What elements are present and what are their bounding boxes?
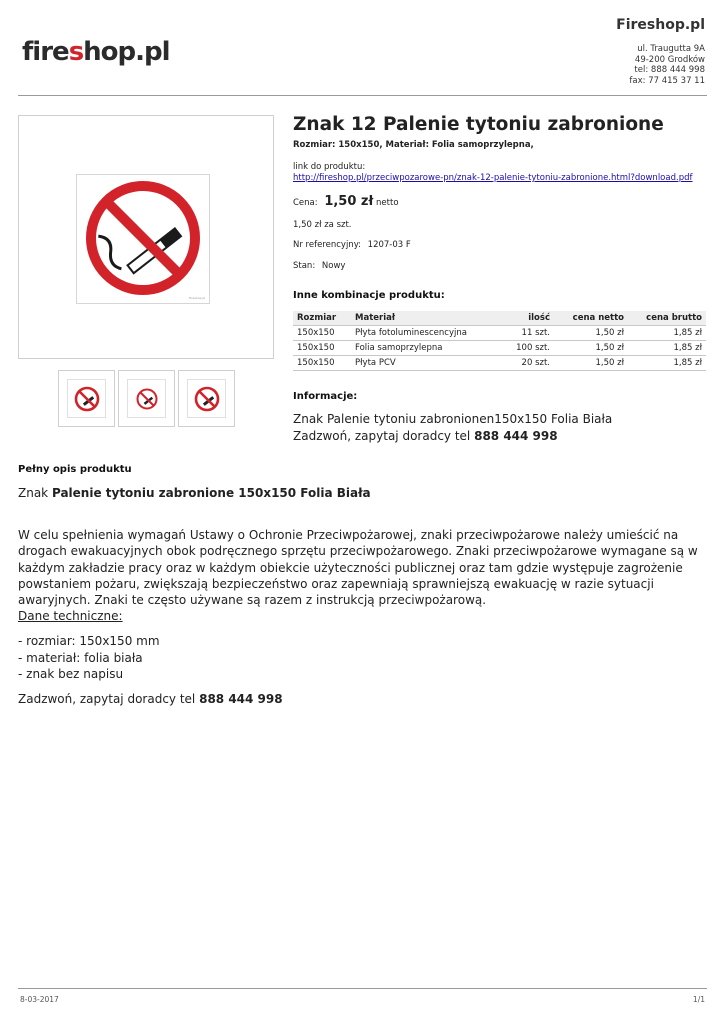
price-label: Cena: xyxy=(293,198,318,208)
no-smoking-thumb-icon xyxy=(135,387,159,411)
table-cell: Folia samoprzylepna xyxy=(351,341,476,356)
column-header: cena netto xyxy=(554,311,628,326)
product-thumbnail-1[interactable] xyxy=(58,370,115,427)
address-fax: fax: 77 415 37 11 xyxy=(629,75,705,86)
table-cell: 20 szt. xyxy=(476,356,554,371)
product-thumbnail-3[interactable] xyxy=(178,370,235,427)
tech-item: - materiał: folia biała xyxy=(18,651,143,665)
column-header: ilość xyxy=(476,311,554,326)
info-call-text: Zadzwoń, zapytaj doradcy tel xyxy=(293,429,471,443)
table-cell: 150x150 xyxy=(293,356,351,371)
footer-date: 8-03-2017 xyxy=(20,995,59,1004)
table-cell: Płyta fotoluminescencyjna xyxy=(351,326,476,341)
state-value: Nowy xyxy=(321,261,346,271)
footer-divider xyxy=(18,988,707,989)
no-smoking-sign xyxy=(76,174,210,304)
call-text: Zadzwoń, zapytaj doradcy tel xyxy=(18,692,196,706)
column-header: cena brutto xyxy=(628,311,706,326)
address-city: 49-200 Grodków xyxy=(634,54,705,65)
combinations-table xyxy=(293,311,706,371)
price-suffix: netto xyxy=(376,198,399,208)
full-description-heading: Pełny opis produktu xyxy=(18,464,132,475)
tech-data-heading: Dane techniczne: xyxy=(18,609,123,623)
description-paragraph: W celu spełnienia wymagań Ustawy o Ochronie Przeciwpożarowej, znaki przeciwpożarowe należy umieścić na drogach ewakuacyjnych obok podręcznego sprzętu przeciwpożarowego. Znaki przeciwpożarowe wymagane są w każdym zakładzie pracy oraz w każdym obiekcie użyteczności publicznej oraz tam gdzie występuje zagrożenie powstaniem pożaru, zwiększają bezpieczeństwo oraz zapewniają sprawniejszą ewakuację w razie sytuacji awaryjnych. Znaki te często używane są razem z instrukcją przeciwpożarową. xyxy=(18,528,698,608)
shop-name: Fireshop.pl xyxy=(616,17,705,33)
no-smoking-icon xyxy=(77,175,209,303)
info-line-1: Znak Palenie tytoniu zabronionen150x150 Folia Biała xyxy=(293,412,613,426)
column-header: Materiał xyxy=(351,311,476,326)
product-main-image[interactable] xyxy=(18,115,274,359)
fireshop-logo: fireshop.pl xyxy=(22,37,170,67)
table-cell: 150x150 xyxy=(293,326,351,341)
price-value: 1,50 zł xyxy=(324,194,374,209)
address-phone: tel: 888 444 998 xyxy=(634,65,705,75)
state-row xyxy=(293,261,345,271)
table-cell: 1,50 zł xyxy=(554,326,628,341)
info-line-2 xyxy=(293,429,558,443)
table-cell: 1,85 zł xyxy=(628,341,706,356)
product-link[interactable]: http://fireshop.pl/przeciwpozarowe-pn/znak-12-palenie-tytoniu-zabronione.html?download.pdf xyxy=(293,173,693,183)
no-smoking-thumb-icon xyxy=(193,385,221,413)
table-cell: 1,85 zł xyxy=(628,326,706,341)
reference-row xyxy=(293,240,411,250)
table-cell: Płyta PCV xyxy=(351,356,476,371)
column-header: Rozmiar xyxy=(293,311,351,326)
table-cell: 11 szt. xyxy=(476,326,554,341)
tech-item: - rozmiar: 150x150 mm xyxy=(18,634,160,648)
product-link-label: link do produktu: xyxy=(293,162,366,172)
product-title: Znak 12 Palenie tytoniu zabronione xyxy=(293,114,664,135)
price-row xyxy=(293,194,399,211)
product-subtitle: Rozmiar: 150x150, Materiał: Folia samoprzylepna, xyxy=(293,140,534,150)
lead-prefix: Znak xyxy=(18,486,49,500)
lead-bold: Palenie tytoniu zabronione 150x150 Folia Biała xyxy=(51,486,371,500)
table-cell: 1,50 zł xyxy=(554,356,628,371)
unit-price: 1,50 zł za szt. xyxy=(293,220,352,230)
table-cell: 1,85 zł xyxy=(628,356,706,371)
footer-page-number: 1/1 xyxy=(692,995,705,1004)
reference-value: 1207-03 F xyxy=(367,240,411,250)
info-heading: Informacje: xyxy=(293,391,358,402)
state-label: Stan: xyxy=(293,261,316,271)
table-row[interactable] xyxy=(293,326,706,341)
full-description-lead xyxy=(18,486,371,500)
no-smoking-thumb-icon xyxy=(73,385,101,413)
combinations-heading: Inne kombinacje produktu: xyxy=(293,290,445,301)
call-phone: 888 444 998 xyxy=(199,692,283,706)
address-street: ul. Traugutta 9A xyxy=(637,44,705,54)
table-cell: 100 szt. xyxy=(476,341,554,356)
reference-label: Nr referencyjny: xyxy=(293,240,361,250)
product-thumbnail-2[interactable] xyxy=(118,370,175,427)
info-phone: 888 444 998 xyxy=(474,429,558,443)
table-row[interactable] xyxy=(293,341,706,356)
header-divider xyxy=(18,95,707,96)
shop-address xyxy=(629,44,705,86)
svg-text:Fireshop.pl: Fireshop.pl xyxy=(189,296,206,300)
table-header-row xyxy=(293,311,706,326)
table-cell: 150x150 xyxy=(293,341,351,356)
tech-item: - znak bez napisu xyxy=(18,667,124,681)
table-row[interactable] xyxy=(293,356,706,371)
table-cell: 1,50 zł xyxy=(554,341,628,356)
call-line xyxy=(18,691,710,707)
